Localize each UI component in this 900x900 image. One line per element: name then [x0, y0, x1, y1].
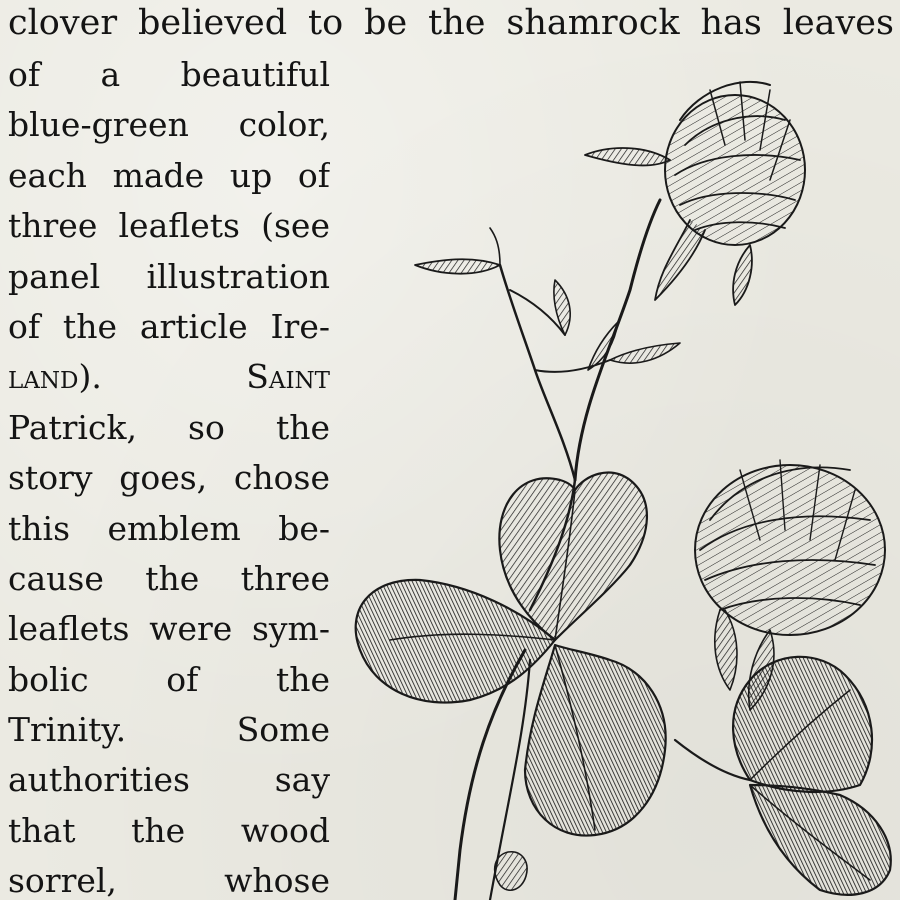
text-line-top: clover believed to be the shamrock has leaves: [8, 3, 894, 43]
text-line: authorities say: [8, 760, 330, 800]
trifoliate-leaf-large: [356, 473, 666, 836]
text-line: bolic of the: [8, 659, 330, 699]
text-line: of a beautiful: [8, 55, 330, 94]
text-line: story goes, chose: [8, 458, 330, 498]
text-line: three leaflets (see: [8, 206, 330, 246]
text-line: cause the three: [8, 558, 330, 598]
clover-illustration: [330, 50, 900, 900]
leaf: [415, 259, 500, 273]
text-line: this emblem be-: [8, 508, 330, 548]
text-column: [8, 50, 330, 900]
text-line: blue-green color,: [8, 105, 330, 145]
clover-flower-top: [585, 82, 805, 305]
stem: [575, 200, 660, 480]
leaf: [554, 280, 570, 335]
text-line: land). Saint: [8, 357, 330, 397]
text-line: that the wood: [8, 810, 330, 850]
trifoliate-leaf-lower: [733, 657, 891, 895]
text-line: sorrel, whose: [8, 861, 330, 900]
text-line: Patrick, so the: [8, 407, 330, 447]
text-line: panel illustration: [8, 256, 330, 296]
text-line: of the article Ire-: [8, 306, 330, 346]
leaf: [490, 228, 500, 265]
text-line: leaflets were sym-: [8, 609, 330, 649]
text-line: Trinity. Some: [8, 710, 330, 750]
leaf: [610, 343, 680, 363]
text-line: each made up of: [8, 155, 330, 195]
bud: [495, 852, 527, 890]
